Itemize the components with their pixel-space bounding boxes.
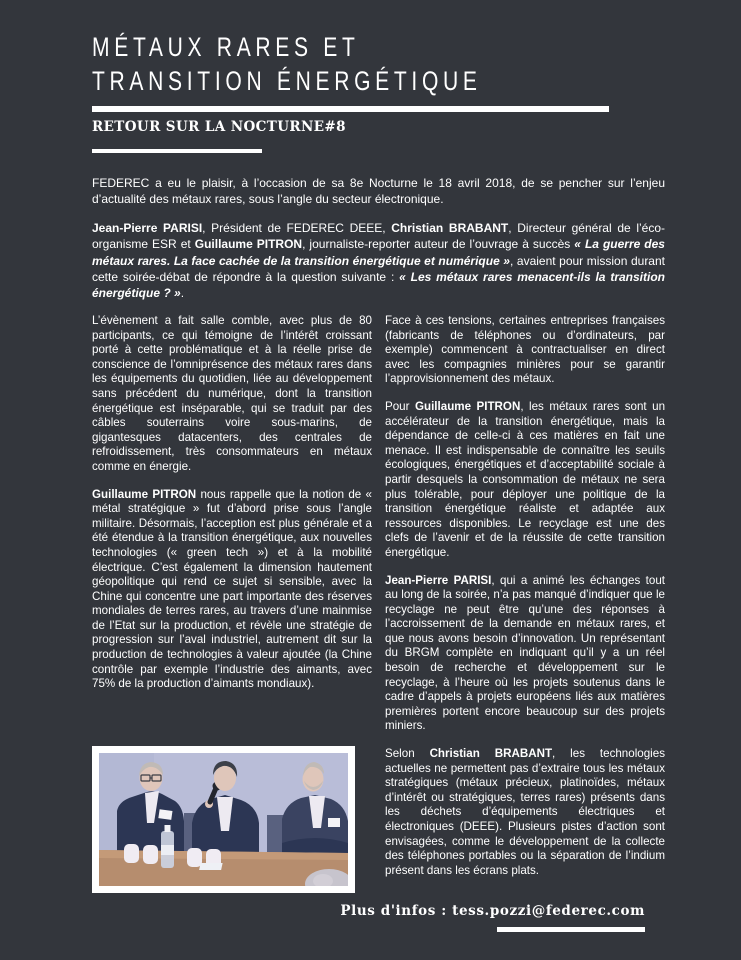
intro-paragraph-2: Jean-Pierre PARISI, Président de FEDEREC DEEE, Christian BRABANT, Directeur général de l’éco-organisme ESR et Guillaume PITRON, journaliste-reporter auteur de l’ouvrage à succès « La guerre des métaux rares. La face cachée de la transition énergétique et numérique », avaient pour mission durant cette soirée-débat de répondre à la question suivante : « Les métaux rares menacent-ils la transition énergétique ? ». bbox=[92, 220, 666, 301]
intro-section bbox=[92, 175, 665, 314]
left-paragraph-1: L’évènement a fait salle comble, avec plus de 80 participants, ce qui témoigne de l’intérêt croissant porté à cette problématique et à la réelle prise de conscience de l’omniprésence des métaux rares dans les équipements du quotidien, liée au développement sans précédent du numérique, dont la transition énergétique est inséparable, qui se traduit par des câbles souterrains voire sous-marins, de gigantesques datacenters, des centrales de refroidissement, très consommateurs en métaux comme en énergie. bbox=[92, 314, 372, 473]
kicker-divider bbox=[92, 149, 262, 153]
panel-discussion-photo bbox=[99, 753, 348, 886]
page-title-line-1: MÉTAUX RARES ET bbox=[92, 32, 360, 62]
contact-email[interactable]: tess.pozzi@federec.com bbox=[452, 903, 645, 919]
right-paragraph-2: Pour Guillaume PITRON, les métaux rares sont un accélérateur de la transition énergétique, mais la dépendance de celle-ci à ces matières en fait une menace. Il est indispensable de connaître les seuils écologiques, énergétiques et d’acceptabilité sociale à partir desquels la consommation de métaux ne sera plus tolérable, pour déployer une politique de la transition énergétique réaliste et adaptée aux ressources disponibles. Le recyclage est une des clefs de l’avenir et de la réussite de cette transition énergétique. bbox=[385, 399, 666, 559]
section-kicker: RETOUR SUR LA NOCTURNE#8 bbox=[92, 119, 346, 135]
water-bottle bbox=[161, 825, 174, 868]
left-paragraph-2: Guillaume PITRON nous rappelle que la notion de « métal stratégique » fut d’abord prise sous l’angle militaire. Désormais, l’acception est plus générale et a été étendue à la transition énergétique, aux nouvelles technologies (« green tech ») et à la mobilité électrique. C’est également la dimension hautement géopolitique qui rend ce sujet si sensible, avec la Chine qui concentre une part importante des réserves mondiales de terres rares, au travers d’une mainmise de l’Etat sur la production, et révèle une stratégie de progression sur l’aval industriel, autrement dit sur la production de technologies à valeur ajoutée (la Chine contrôle par exemple l’industrie des aimants, avec 75% de la production d’aimants mondiaux). bbox=[92, 487, 372, 691]
title-divider bbox=[92, 106, 609, 112]
right-paragraph-4: Selon Christian BRABANT, les technologies actuelles ne permettent pas d’extraire tous les métaux stratégiques (métaux précieux, platinoïdes, métaux d’intérêt ou stratégiques, terres rares) présents dans les déchets d’équipements électriques et électroniques (DEEE). Plusieurs pistes d’action sont envisagées, comme le développement de la collecte des téléphones portables ou la séparation de l’indium présent dans les écrans plats. bbox=[385, 747, 665, 877]
footer-contact bbox=[340, 903, 645, 919]
page-title bbox=[92, 30, 482, 98]
intro-paragraph-1: FEDEREC a eu le plaisir, à l’occasion de sa 8e Nocturne le 18 avril 2018, de se pencher sur l’enjeu d’actualité des métaux rares, sous l’angle du secteur électronique. bbox=[92, 176, 665, 207]
right-paragraph-3: Jean-Pierre PARISI, qui a animé les échanges tout au long de la soirée, n’a pas manqué d’indiquer que le recyclage ne peut être qu’une des réponses à l’accroissement de la demande en métaux rares, et que nous avons besoin d’innovation. Un représentant du BRGM complète en indiquant qu’il y a un réel besoin de recherche et développement sur le recyclage, à l’heure où les projets soutenus dans le cadre d’appels à projets européens liés aux matières premières portent encore beaucoup sur des projets miniers. bbox=[385, 573, 665, 733]
page-title-line-2: TRANSITION ÉNERGÉTIQUE bbox=[92, 66, 482, 96]
right-column bbox=[385, 314, 665, 891]
footer-contact-label: Plus d'infos : bbox=[340, 903, 453, 919]
panel-photo-frame bbox=[92, 746, 355, 893]
footer-divider bbox=[497, 927, 645, 932]
right-paragraph-1: Face à ces tensions, certaines entreprises françaises (fabricants de téléphones ou d’ordinateurs, par exemple) commencent à contractualiser en direct avec les compagnies minières pour se garantir l’approvisionnement des métaux. bbox=[385, 314, 665, 386]
